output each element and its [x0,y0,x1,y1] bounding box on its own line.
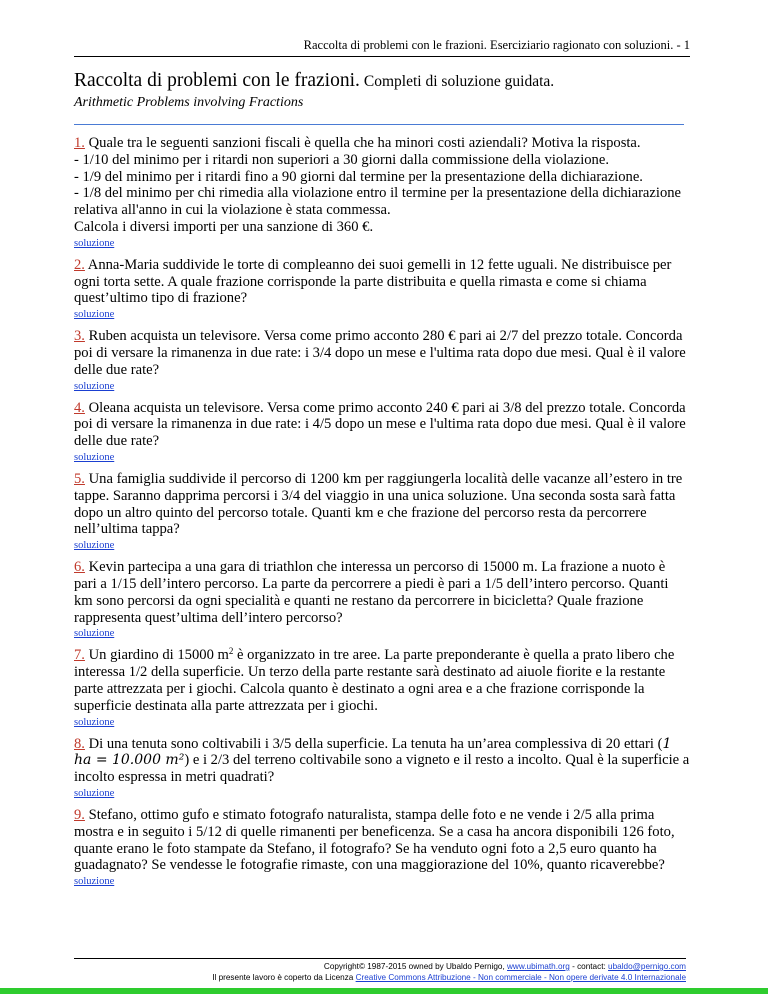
problem-line: - 1/9 del minimo per i ritardi fino a 90 giorni dal termine per la presentazione della dichiarazione. [74,168,643,185]
problem-number: 5. [74,470,85,487]
problem-text: Un giardino di 15000 m [88,647,229,664]
problem-text: Di una tenuta sono coltivabili i 3/5 della superficie. La tenuta ha un’area complessiva di 20 ettari ( [88,735,663,752]
problem-text: Una famiglia suddivide il percorso di 1200 km per raggiungerla località delle vacanze all’estero in tre tappe. Saranno dapprima percorsi i 3/4 del viaggio in una unica soluzione. Una seconda sosta sarà fatta dopo un altro quinto del percorso totale. Quanti km e che frazione del percorso resta da percorrere nell’ultima tappa? [74,470,683,538]
title-block [74,70,690,111]
problem-6 [74,559,690,640]
website-link[interactable]: www.ubimath.org [507,962,570,971]
problem-line: Calcola i diversi importi per una sanzione di 360 €. [74,218,374,235]
solution-link[interactable]: soluzione [74,309,115,321]
problem-2 [74,257,690,321]
page-title: Raccolta di problemi con le frazioni. [74,70,360,91]
problem-number: 1. [74,135,85,151]
solution-link[interactable]: soluzione [74,716,115,728]
bottom-accent-bar [0,988,768,994]
problem-number: 7. [74,647,85,664]
solution-link[interactable]: soluzione [74,380,115,392]
problem-text: Anna-Maria suddivide le torte di compleanno dei suoi gemelli in 12 fette uguali. Ne distribuisce per ogni torta sette. A quale frazione corrisponde la parte distribuita e quella rimasta e come si chiama quest’ultimo tipo di frazione? [74,256,672,307]
footer-divider [74,958,686,959]
contact-text: - contact: [569,962,609,971]
math-expression: 1 ha = 10.000 m² [74,735,672,769]
problem-number: 8. [74,735,85,752]
problem-8 [74,736,690,800]
problem-7 [74,647,690,728]
solution-link[interactable]: soluzione [74,451,115,463]
problem-line: - 1/10 del minimo per i ritardi non superiori a 30 giorni dalla commissione della violazione. [74,151,609,168]
problem-text: Oleana acquista un televisore. Versa come primo acconto 240 € pari ai 3/8 del prezzo totale. Concorda poi di versare la rimanenza in due rate: i 4/5 dopo un mese e l'ultima rata dopo due mesi. Qual è il valore delle due rate? [74,399,686,450]
problem-4 [74,400,690,464]
problem-5 [74,471,690,552]
license-link[interactable]: Creative Commons Attribuzione - Non commerciale - Non opere derivate 4.0 Internazionale [355,973,686,982]
copyright-text: Copyright© 1987-2015 owned by Ubaldo Pernigo, [323,962,507,971]
superscript: 2 [228,646,234,657]
running-header: Raccolta di problemi con le frazioni. Eserciziario ragionato con soluzioni. - 1 [74,38,690,57]
problem-number: 9. [74,806,85,823]
problem-text: Stefano, ottimo gufo e stimato fotografo naturalista, stampa delle foto e ne vende i 2/5 alla prima mostra e in seguito i 5/12 di quelle rimanenti per beneficenza. Se a casa ha ancora disponibili 126 foto, quante erano le foto stampate da Stefano, il fotografo? Se ha venduto ogni foto a 2,5 euro quanto ha guadagnato? Se vendesse le fotografie rimaste, con una maggiorazione del 10%, quanto ricaverebbe? [74,806,675,874]
solution-link[interactable]: soluzione [74,237,115,249]
problem-number: 3. [74,328,85,345]
footer-license [0,973,686,983]
license-text: Il presente lavoro è coperto da Licenza [212,973,356,982]
footer-copyright [0,962,686,972]
problem-text: Kevin partecipa a una gara di triathlon che interessa un percorso di 15000 m. La frazione a nuoto è pari a 1/15 dell’intero percorso. La parte da percorrere a piedi è pari a 1/5 dell’intero percorso. Quanti km sono percorsi da ogni specialità e quanti ne restano da percorrere in bicicletta? Quale frazione rappresenta quest’ultima dell’intero percorso? [74,559,669,626]
problem-line: Quale tra le seguenti sanzioni fiscali è quella che ha minori costi aziendali? Motiva la risposta. [88,135,641,151]
title-divider [74,124,684,125]
problem-1 [74,135,690,250]
problem-3 [74,328,690,392]
problem-line: - 1/8 del minimo per chi rimedia alla violazione entro il termine per la presentazione della dichiarazione relativa all'anno in cui la violazione è stata commessa. [74,185,682,219]
solution-link[interactable]: soluzione [74,876,115,888]
solution-link[interactable]: soluzione [74,540,115,552]
solution-link[interactable]: soluzione [74,628,115,640]
problem-number: 6. [74,559,85,576]
problem-number: 4. [74,399,85,416]
solution-link[interactable]: soluzione [74,787,115,799]
page-subtitle: Completi di soluzione guidata. [363,73,555,90]
problem-number: 2. [74,256,85,273]
problem-list [74,135,690,895]
problem-9 [74,807,690,888]
problem-text: Ruben acquista un televisore. Versa come primo acconto 280 € pari ai 2/7 del prezzo totale. Concorda poi di versare la rimanenza in due rate: i 3/4 dopo un mese e l'ultima rata dopo due mesi. Qual è il valore delle due rate? [74,328,686,378]
problem-text: è organizzato in tre aree. La parte preponderante è quella a prato libero che interessa 1/2 della superficie. Un terzo della parte restante sarà destinato ad aiuole fiorite e la restante parte attrezzata per i giochi. Calcola quanto è destinato a ogni area e a che frazione corrisponde la superficie destinata alla parte attrezzata per i giochi. [74,647,675,714]
english-subtitle: Arithmetic Problems involving Fractions [74,95,304,110]
problem-text: ) e i 2/3 del terreno coltivabile sono a vigneto e il resto a incolto. Qual è la superficie a incolto espressa in metri quadrati? [74,752,690,786]
email-link[interactable]: ubaldo@pernigo.com [608,962,686,971]
